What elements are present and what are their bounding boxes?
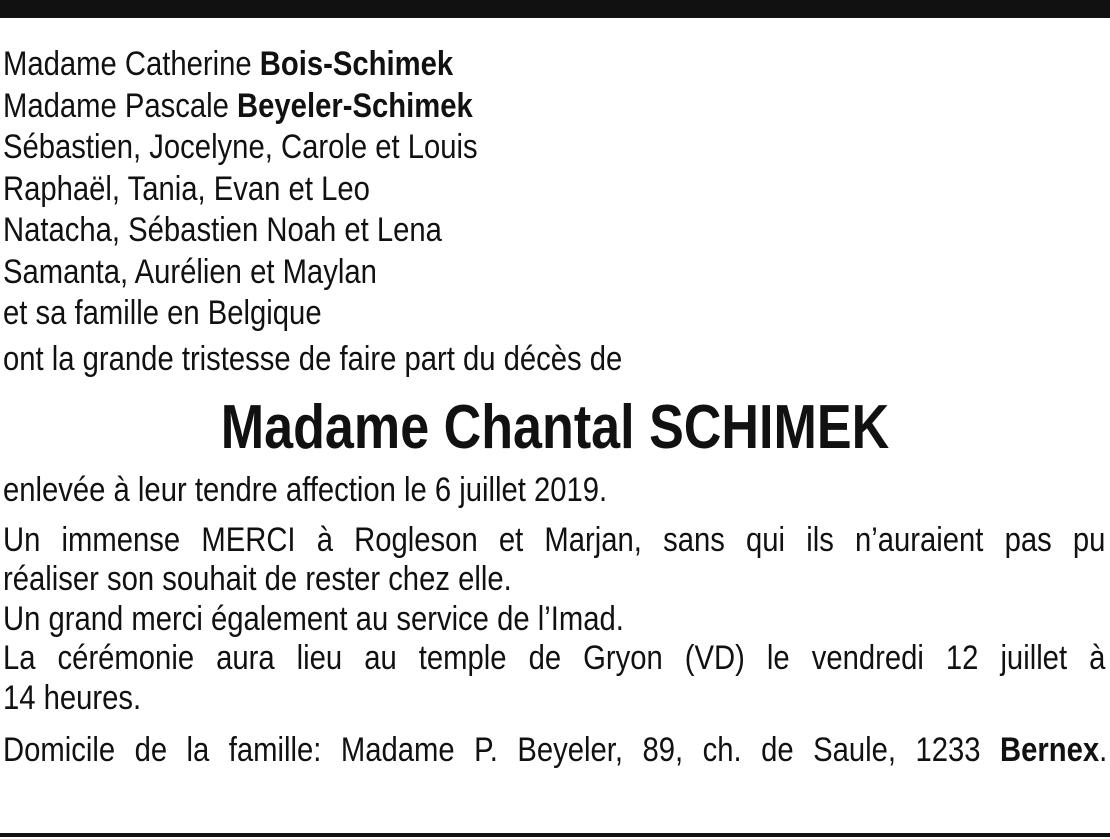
word: à [316,520,333,559]
word: Rogleson [354,520,478,559]
family-member-1-surname: Bois-Schimek [259,45,454,83]
family-member-2 [3,86,952,128]
word: (VD) [684,639,745,677]
word: P. [474,731,498,769]
thanks-line-5: 14 heures. [3,678,142,717]
word: La [3,639,36,677]
family-member-3: Sébastien, Jocelyne, Carole et Louis [3,128,478,166]
word: et [498,520,524,559]
word: Beyeler, [517,731,624,769]
departure-line: enlevée à leur tendre affection le 6 juillet 2019. [3,471,608,509]
family-member-7: et sa famille en Belgique [3,294,322,332]
family-member-2-name: Madame Pascale [3,86,238,125]
word: famille: [228,731,322,769]
word: de [761,731,794,769]
announcement-intro: ont la grande tristesse de faire part du décès de [3,339,623,378]
word: lieu [296,639,343,677]
word: Marjan, [544,520,642,559]
word: aura [216,639,275,677]
word: ch. [702,731,742,769]
thanks-line-2: réaliser son souhait de rester chez elle. [3,560,512,598]
thanks-line-1 [3,521,1106,561]
domicile-end: . [1099,731,1108,769]
family-list [3,44,1107,335]
family-member-1-name: Madame Catherine [3,45,260,83]
family-member-6: Samanta, Aurélien et Maylan [3,252,377,291]
word: MERCI [201,520,296,559]
word: Un [3,520,41,559]
thanks-line-4 [3,639,1106,679]
word: Gryon [583,639,663,677]
word: pu [1072,520,1106,559]
word: la [186,731,210,769]
word: immense [61,520,181,559]
word: 89, [642,731,684,769]
deceased-name: Madame Chantal SCHIMEK [220,393,890,462]
word: le [766,639,790,677]
word: 1233 [915,731,981,769]
family-member-5: Natacha, Sébastien Noah et Lena [3,211,442,249]
word: au [364,639,397,677]
family-domicile [3,730,1107,772]
obituary-notice [3,44,1107,772]
top-rule [0,0,1110,18]
word: à [1089,639,1106,677]
word: n’auraient [854,520,984,559]
word: de [134,731,168,769]
word: temple [418,639,507,677]
domicile-city-wrap [1000,730,1107,772]
word: Domicile [3,731,116,769]
word: ils [806,520,834,559]
family-member-2-surname: Beyeler-Schimek [237,86,473,125]
word: Saule, [813,731,896,769]
word: 12 [945,639,979,677]
thanks-section [3,521,1107,719]
word: qui [746,520,786,559]
domicile-city: Bernex [999,731,1100,769]
word: sans [663,520,725,559]
word: cérémonie [57,639,195,677]
word: vendredi [811,639,924,677]
family-member-4: Raphaël, Tania, Evan et Leo [3,169,370,208]
bottom-rule [0,833,1110,837]
thanks-line-3: Un grand merci également au service de l’Imad. [3,599,624,638]
family-member-1 [3,44,952,86]
word: juillet [1000,639,1068,677]
word: Madame [340,731,455,769]
word: de [528,639,562,677]
word: pas [1004,520,1052,559]
